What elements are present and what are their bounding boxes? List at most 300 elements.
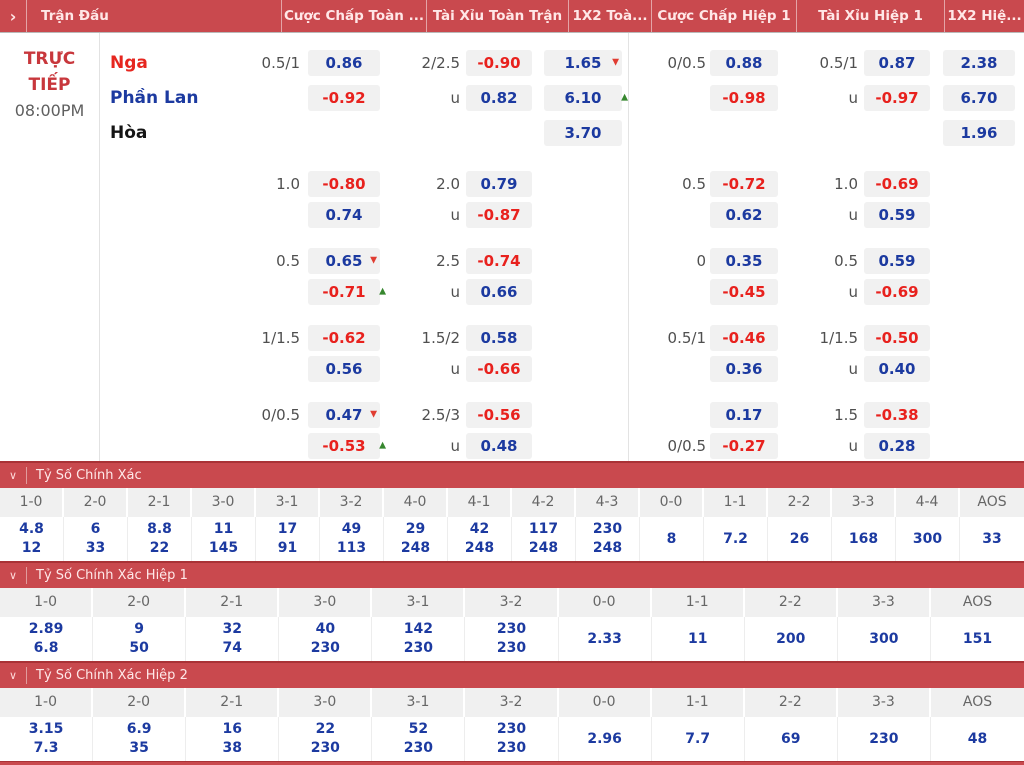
overunder-ft-odds[interactable] xyxy=(466,171,532,197)
score-odds-value: 248 xyxy=(528,540,559,556)
match-info-panel xyxy=(0,33,100,461)
score-odds-cell[interactable] xyxy=(576,517,640,561)
header-col-handicap-h1: Cược Chấp Hiệp 1 xyxy=(652,0,797,32)
score-odds-value: 113 xyxy=(336,540,367,556)
arrow-down-icon: ▼ xyxy=(612,57,619,67)
score-odds-value: 22 xyxy=(315,721,336,737)
score-column xyxy=(186,688,279,761)
score-odds-value: 11 xyxy=(687,630,708,647)
odds-value: 0.28 xyxy=(878,436,916,455)
score-odds-cell[interactable] xyxy=(832,517,896,561)
score-odds-value: 42 xyxy=(469,521,490,537)
odds-value: -0.38 xyxy=(875,405,919,424)
match-time: 08:00PM xyxy=(14,101,85,120)
score-label: AOS xyxy=(931,588,1024,617)
score-column xyxy=(0,488,64,561)
score-label: 2-0 xyxy=(93,588,186,617)
overunder-h1-odds[interactable] xyxy=(864,171,930,197)
score-odds-cell[interactable] xyxy=(0,717,93,761)
odds-value: -0.87 xyxy=(477,205,521,224)
odds-value: 0.62 xyxy=(725,205,763,224)
score-column xyxy=(0,688,93,761)
score-odds-value: 38 xyxy=(222,740,242,756)
score-odds-value: 33 xyxy=(85,540,106,556)
handicap-h1-label: 0 xyxy=(696,251,706,270)
score-odds-value: 145 xyxy=(208,540,239,556)
score-label: 2-1 xyxy=(186,588,279,617)
overunder-h1-odds[interactable] xyxy=(864,356,930,382)
score-odds-value: 4.8 xyxy=(19,521,44,537)
handicap-h1-odds[interactable] xyxy=(710,433,778,459)
header-col-overunder-h1: Tài Xỉu Hiệp 1 xyxy=(797,0,945,32)
score-odds-value: 32 xyxy=(222,621,242,637)
overunder-ft-odds[interactable] xyxy=(466,279,532,305)
arrow-up-icon: ▲ xyxy=(379,440,386,450)
score-odds-cell[interactable] xyxy=(931,617,1024,661)
score-label: 3-1 xyxy=(256,488,320,517)
score-column xyxy=(838,688,931,761)
odds-value: 0.59 xyxy=(878,205,916,224)
score-odds-cell[interactable] xyxy=(192,517,256,561)
score-odds-value: 8 xyxy=(666,530,677,547)
score-odds-value: 300 xyxy=(912,530,943,547)
section-title: Tỷ Số Chính Xác Hiệp 1 xyxy=(36,568,188,583)
score-odds-cell[interactable] xyxy=(640,517,704,561)
1x2-ft-odds xyxy=(544,325,622,351)
header-col-1x2-ft: 1X2 Toà... xyxy=(569,0,652,32)
handicap-h1-odds[interactable] xyxy=(710,85,778,111)
score-odds-value: 230 xyxy=(310,740,340,756)
section-header-correct-score-h2[interactable] xyxy=(0,661,1024,688)
score-odds-value: 50 xyxy=(129,640,149,656)
score-odds-cell[interactable] xyxy=(960,517,1024,561)
1x2-h1-odds xyxy=(943,433,1015,459)
score-odds-cell[interactable] xyxy=(372,717,465,761)
1x2-h1-odds xyxy=(943,325,1015,351)
team-name: Phần Lan xyxy=(110,87,199,108)
1x2-ft-odds xyxy=(544,171,622,197)
header-col-handicap-ft: Cược Chấp Toàn ... xyxy=(282,0,427,32)
overunder-h1-label: 1.0 xyxy=(834,174,858,193)
score-column xyxy=(448,488,512,561)
score-odds-value: 230 xyxy=(496,740,527,756)
odds-value: -0.69 xyxy=(875,282,919,301)
handicap-ft-label: 0.5 xyxy=(276,251,300,270)
1x2-ft-odds[interactable] xyxy=(544,85,628,111)
section-correct-score-ft xyxy=(0,461,1024,561)
odds-value: 0.82 xyxy=(480,88,518,107)
score-odds-cell[interactable] xyxy=(256,517,320,561)
odds-value: 0.79 xyxy=(480,174,518,193)
odds-table-header xyxy=(0,0,1024,33)
overunder-ft-odds xyxy=(466,120,532,146)
1x2-ft-odds xyxy=(544,202,622,228)
score-column xyxy=(384,488,448,561)
handicap-h1-odds[interactable] xyxy=(710,50,778,76)
bottom-divider xyxy=(0,761,1024,765)
odds-value: -0.27 xyxy=(722,436,766,455)
odds-value: 0.87 xyxy=(878,53,916,72)
score-odds-value: 52 xyxy=(408,721,429,737)
odds-row xyxy=(100,353,1023,384)
score-label: 1-0 xyxy=(0,688,93,717)
section-header-correct-score-h1[interactable] xyxy=(0,561,1024,588)
score-label: AOS xyxy=(931,688,1024,717)
score-odds-cell[interactable] xyxy=(652,717,745,761)
score-label: 4-4 xyxy=(896,488,960,517)
score-label: 2-1 xyxy=(128,488,192,517)
handicap-ft-label: 1.0 xyxy=(276,174,300,193)
overunder-ft-odds[interactable] xyxy=(466,85,532,111)
team-name: Nga xyxy=(110,52,148,73)
handicap-ft-odds[interactable] xyxy=(308,402,380,428)
score-odds-value: 2.96 xyxy=(587,730,622,747)
overunder-ft-label: 2.0 xyxy=(436,174,460,193)
odds-value: -0.46 xyxy=(722,328,766,347)
score-label: 4-0 xyxy=(384,488,448,517)
score-odds-cell[interactable] xyxy=(465,717,558,761)
score-label: 2-1 xyxy=(186,688,279,717)
score-odds-cell[interactable] xyxy=(93,717,186,761)
score-odds-cell[interactable] xyxy=(384,517,448,561)
score-odds-value: 26 xyxy=(789,530,810,547)
score-table-h1 xyxy=(0,588,1024,661)
score-odds-cell[interactable] xyxy=(838,617,931,661)
odds-row xyxy=(100,199,1023,230)
handicap-h1-label: 0.5 xyxy=(682,174,706,193)
score-column xyxy=(896,488,960,561)
score-column xyxy=(512,488,576,561)
1x2-h1-odds[interactable] xyxy=(943,50,1015,76)
overunder-ft-odds[interactable] xyxy=(466,433,532,459)
score-odds-cell[interactable] xyxy=(279,717,372,761)
overunder-ft-label: 1.5/2 xyxy=(421,328,460,347)
handicap-h1-odds xyxy=(710,120,778,146)
score-odds-value: 9 xyxy=(134,621,145,637)
score-column xyxy=(279,688,372,761)
score-odds-cell[interactable] xyxy=(838,717,931,761)
score-odds-value: 248 xyxy=(592,540,623,556)
score-label: 2-2 xyxy=(745,588,838,617)
overunder-ft-odds[interactable] xyxy=(466,356,532,382)
score-column xyxy=(465,688,558,761)
score-column xyxy=(768,488,832,561)
odds-value: 0.59 xyxy=(878,251,916,270)
score-odds-value: 230 xyxy=(592,521,623,537)
1x2-h1-odds xyxy=(943,202,1015,228)
arrow-down-icon: ▼ xyxy=(370,255,377,265)
score-column xyxy=(186,588,279,661)
handicap-h1-label: 0/0.5 xyxy=(667,53,706,72)
score-odds-cell[interactable] xyxy=(652,617,745,661)
match-odds-area xyxy=(0,33,1024,461)
handicap-ft-odds[interactable] xyxy=(308,433,386,459)
score-odds-cell[interactable] xyxy=(896,517,960,561)
handicap-ft-odds[interactable] xyxy=(308,279,386,305)
score-odds-value: 230 xyxy=(496,721,527,737)
score-odds-value: 117 xyxy=(528,521,559,537)
handicap-ft-label: 0.5/1 xyxy=(261,53,300,72)
handicap-ft-odds[interactable] xyxy=(308,50,380,76)
score-label: 3-3 xyxy=(838,588,931,617)
score-odds-value: 230 xyxy=(403,740,434,756)
1x2-h1-odds[interactable] xyxy=(943,120,1015,146)
overunder-ft-odds[interactable] xyxy=(466,50,532,76)
arrow-up-icon: ▲ xyxy=(621,92,628,102)
score-label: 3-2 xyxy=(320,488,384,517)
odds-value: 6.70 xyxy=(960,88,998,107)
score-odds-cell[interactable] xyxy=(0,617,93,661)
overunder-ft-label: 2/2.5 xyxy=(421,53,460,72)
score-odds-cell[interactable] xyxy=(128,517,192,561)
handicap-h1-odds[interactable] xyxy=(710,248,778,274)
overunder-h1-odds[interactable] xyxy=(864,50,930,76)
score-odds-value: 12 xyxy=(21,540,42,556)
odds-value: 1.65 xyxy=(564,53,602,72)
score-column xyxy=(192,488,256,561)
chevron-right-icon[interactable]: › xyxy=(0,0,27,32)
handicap-h1-odds[interactable] xyxy=(710,402,778,428)
overunder-h1-label: u xyxy=(848,282,858,301)
score-label: 2-2 xyxy=(768,488,832,517)
score-column xyxy=(931,588,1024,661)
handicap-ft-odds[interactable] xyxy=(308,202,380,228)
score-odds-value: 142 xyxy=(403,621,434,637)
overunder-h1-label: u xyxy=(848,359,858,378)
header-col-1x2-h1: 1X2 Hiệ... xyxy=(947,8,1022,24)
score-odds-cell[interactable] xyxy=(186,617,279,661)
score-odds-cell[interactable] xyxy=(745,617,838,661)
overunder-ft-label: u xyxy=(450,282,460,301)
overunder-h1-label: u xyxy=(848,88,858,107)
score-column xyxy=(652,588,745,661)
odds-value: -0.97 xyxy=(875,88,919,107)
score-column xyxy=(576,488,640,561)
odds-value: -0.80 xyxy=(322,174,366,193)
arrow-up-icon: ▲ xyxy=(379,286,386,296)
odds-value: 0.65 xyxy=(325,251,363,270)
score-odds-cell[interactable] xyxy=(512,517,576,561)
overunder-ft-odds[interactable] xyxy=(466,202,532,228)
score-column xyxy=(128,488,192,561)
score-label: 3-2 xyxy=(465,688,558,717)
score-column xyxy=(372,688,465,761)
score-odds-value: 168 xyxy=(848,530,879,547)
score-odds-value: 200 xyxy=(776,630,806,647)
score-odds-value: 230 xyxy=(403,640,434,656)
chevron-down-icon: ∨ xyxy=(8,669,18,682)
score-label: 2-0 xyxy=(93,688,186,717)
odds-value: 0.88 xyxy=(725,53,763,72)
odds-rows xyxy=(100,33,1023,461)
score-odds-value: 16 xyxy=(222,721,242,737)
overunder-h1-odds[interactable] xyxy=(864,402,930,428)
score-odds-cell[interactable] xyxy=(372,617,465,661)
score-label: 4-2 xyxy=(512,488,576,517)
score-label: 1-1 xyxy=(652,688,745,717)
overunder-ft-odds[interactable] xyxy=(466,325,532,351)
score-odds-value: 35 xyxy=(129,740,149,756)
score-odds-cell[interactable] xyxy=(559,617,652,661)
score-label: 4-1 xyxy=(448,488,512,517)
score-column xyxy=(838,588,931,661)
overunder-h1-odds[interactable] xyxy=(864,248,930,274)
odds-value: -0.92 xyxy=(322,88,366,107)
score-label: 3-1 xyxy=(372,688,465,717)
1x2-h1-odds xyxy=(943,402,1015,428)
score-odds-cell[interactable] xyxy=(320,517,384,561)
overunder-ft-odds[interactable] xyxy=(466,248,532,274)
score-odds-value: 151 xyxy=(962,630,993,647)
odds-row xyxy=(100,45,1023,80)
score-odds-cell[interactable] xyxy=(0,517,64,561)
score-odds-cell[interactable] xyxy=(931,717,1024,761)
1x2-ft-odds xyxy=(544,356,622,382)
chevron-down-icon: ∨ xyxy=(8,469,18,482)
score-odds-cell[interactable] xyxy=(745,717,838,761)
odds-value: -0.62 xyxy=(322,328,366,347)
handicap-h1-odds[interactable] xyxy=(710,202,778,228)
handicap-ft-odds[interactable] xyxy=(308,171,380,197)
odds-row xyxy=(100,430,1023,461)
odds-value: 0.56 xyxy=(325,359,363,378)
score-odds-cell[interactable] xyxy=(704,517,768,561)
handicap-h1-odds[interactable] xyxy=(710,325,778,351)
1x2-h1-odds xyxy=(943,171,1015,197)
odds-value: -0.53 xyxy=(322,436,366,455)
score-odds-cell[interactable] xyxy=(768,517,832,561)
handicap-ft-odds[interactable] xyxy=(308,248,380,274)
handicap-ft-odds[interactable] xyxy=(308,85,380,111)
score-odds-value: 7.3 xyxy=(33,740,59,756)
score-column xyxy=(745,688,838,761)
odds-value: -0.69 xyxy=(875,174,919,193)
score-label: 1-0 xyxy=(0,588,93,617)
score-odds-value: 48 xyxy=(967,730,988,747)
odds-value: 0.86 xyxy=(325,53,363,72)
odds-value: -0.74 xyxy=(477,251,521,270)
odds-value: 0.58 xyxy=(480,328,518,347)
score-odds-value: 6 xyxy=(90,521,101,537)
score-column xyxy=(320,488,384,561)
odds-block xyxy=(100,399,1023,461)
score-odds-value: 7.2 xyxy=(723,530,748,547)
overunder-h1-odds[interactable] xyxy=(864,279,930,305)
odds-value: -0.56 xyxy=(477,405,521,424)
odds-block xyxy=(100,245,1023,307)
handicap-ft-odds[interactable] xyxy=(308,325,380,351)
overunder-h1-label: 0.5/1 xyxy=(819,53,858,72)
score-odds-cell[interactable] xyxy=(279,617,372,661)
1x2-ft-odds[interactable] xyxy=(544,120,622,146)
score-column xyxy=(465,588,558,661)
score-odds-cell[interactable] xyxy=(64,517,128,561)
score-odds-value: 17 xyxy=(277,521,298,537)
score-odds-value: 248 xyxy=(400,540,431,556)
score-label: 3-3 xyxy=(838,688,931,717)
score-odds-value: 2.33 xyxy=(587,630,622,647)
score-odds-value: 230 xyxy=(496,640,527,656)
1x2-ft-odds[interactable] xyxy=(544,50,622,76)
header-col-match: Trận Đấu xyxy=(27,0,282,32)
chevron-down-icon: ∨ xyxy=(8,569,18,582)
handicap-ft-odds[interactable] xyxy=(308,356,380,382)
section-correct-score-h2 xyxy=(0,661,1024,761)
odds-row xyxy=(100,168,1023,199)
odds-value: 0.47 xyxy=(325,405,363,424)
section-header-correct-score-ft[interactable] xyxy=(0,461,1024,488)
score-label: 2-0 xyxy=(64,488,128,517)
score-label: 4-3 xyxy=(576,488,640,517)
score-odds-cell[interactable] xyxy=(186,717,279,761)
odds-value: 0.36 xyxy=(725,359,763,378)
score-odds-value: 22 xyxy=(149,540,170,556)
score-odds-value: 69 xyxy=(781,730,801,747)
odds-value: -0.50 xyxy=(875,328,919,347)
1x2-ft-odds xyxy=(544,248,622,274)
odds-value: -0.45 xyxy=(722,282,766,301)
score-column xyxy=(279,588,372,661)
handicap-ft-label: 0/0.5 xyxy=(261,405,300,424)
score-odds-cell[interactable] xyxy=(448,517,512,561)
handicap-h1-odds[interactable] xyxy=(710,279,778,305)
handicap-h1-odds[interactable] xyxy=(710,171,778,197)
score-column xyxy=(372,588,465,661)
overunder-h1-odds[interactable] xyxy=(864,202,930,228)
score-table-h2 xyxy=(0,688,1024,761)
overunder-ft-odds[interactable] xyxy=(466,402,532,428)
odds-block xyxy=(100,322,1023,384)
score-odds-value: 230 xyxy=(496,621,527,637)
overunder-h1-odds[interactable] xyxy=(864,433,930,459)
score-odds-value: 29 xyxy=(405,521,426,537)
score-odds-value: 40 xyxy=(315,621,336,637)
score-odds-value: 33 xyxy=(982,530,1002,547)
odds-value: 0.40 xyxy=(878,359,916,378)
odds-block xyxy=(100,45,1023,150)
odds-value: 3.70 xyxy=(564,123,602,142)
overunder-h1-label: u xyxy=(848,205,858,224)
odds-value: 0.17 xyxy=(725,405,763,424)
score-odds-cell[interactable] xyxy=(559,717,652,761)
header-col-overunder-ft: Tài Xỉu Toàn Trận xyxy=(427,0,569,32)
1x2-ft-odds xyxy=(544,279,622,305)
score-odds-cell[interactable] xyxy=(465,617,558,661)
score-odds-cell[interactable] xyxy=(93,617,186,661)
score-odds-value: 248 xyxy=(464,540,495,556)
overunder-h1-label: u xyxy=(848,436,858,455)
odds-value: 0.66 xyxy=(480,282,518,301)
overunder-h1-label: 0.5 xyxy=(834,251,858,270)
section-title: Tỷ Số Chính Xác xyxy=(36,468,142,483)
overunder-h1-odds[interactable] xyxy=(864,325,930,351)
odds-value: -0.98 xyxy=(722,88,766,107)
score-table-ft xyxy=(0,488,1024,561)
score-label: 0-0 xyxy=(559,588,652,617)
overunder-h1-odds[interactable] xyxy=(864,85,930,111)
1x2-ft-odds xyxy=(544,402,622,428)
handicap-h1-label: 0.5/1 xyxy=(667,328,706,347)
arrow-down-icon: ▼ xyxy=(370,409,377,419)
odds-value: 1.96 xyxy=(960,123,998,142)
score-odds-value: 230 xyxy=(869,730,899,747)
score-odds-value: 230 xyxy=(310,640,340,656)
1x2-h1-odds[interactable] xyxy=(943,85,1015,111)
score-odds-value: 8.8 xyxy=(147,521,172,537)
score-column xyxy=(745,588,838,661)
score-label: 0-0 xyxy=(559,688,652,717)
handicap-h1-odds[interactable] xyxy=(710,356,778,382)
